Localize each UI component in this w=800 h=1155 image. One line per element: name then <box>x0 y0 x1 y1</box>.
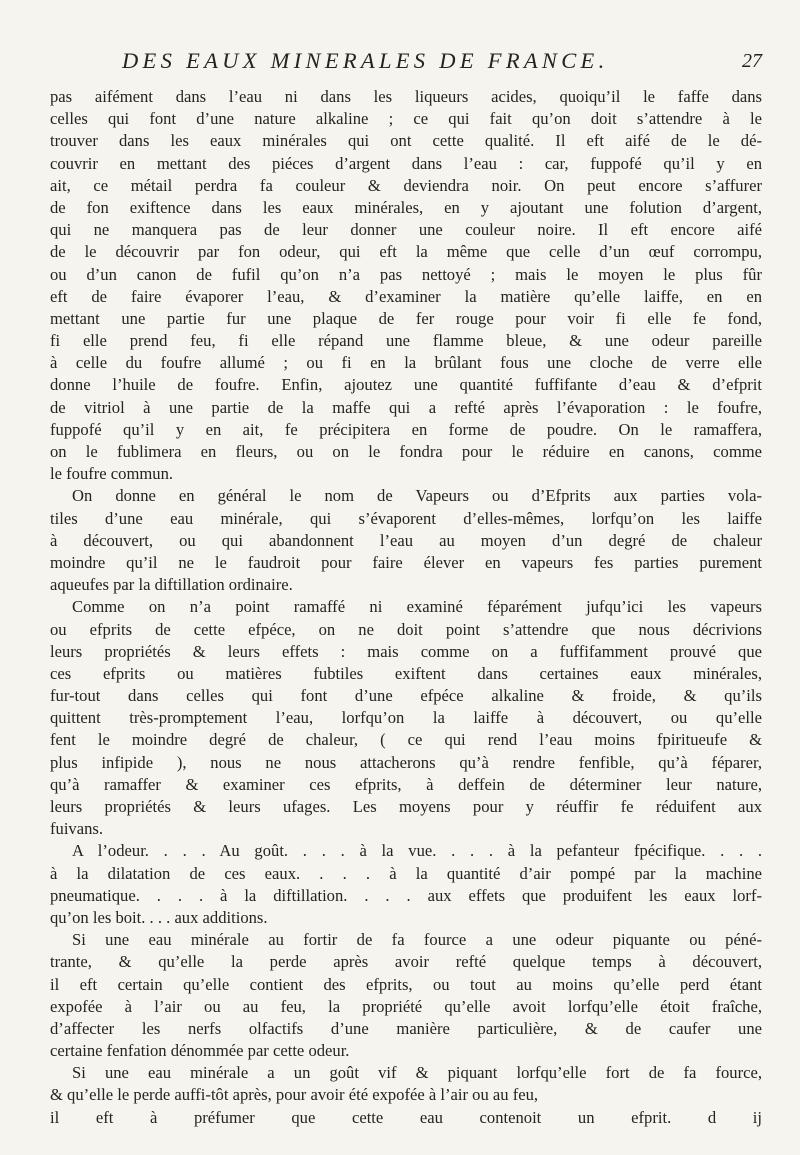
paragraph <box>50 485 762 596</box>
text-line: il eft certain qu’elle contient des efprits, ou tout au moins qu’elle perd étant <box>50 974 762 994</box>
text-line: Si une eau minérale au fortir de fa fource a une odeur piquante ou péné- <box>72 930 762 950</box>
text-line: de le découvrir par fon odeur, qui eft la même que celle d’un œuf corrompu, <box>50 242 762 262</box>
text-line: moindre qu’il ne le faudroit pour faire élever en vapeurs fes parties purement <box>50 552 762 572</box>
paragraph <box>50 840 762 929</box>
text-line: On donne en général le nom de Vapeurs ou d’Efprits aux parties vola- <box>72 486 762 506</box>
text-line: pneumatique. . . . à la diftillation. . . . aux effets que produifent les eaux lorf- <box>50 885 762 905</box>
text-line: tiles d’une eau minérale, qui s’évaporent d’elles-mêmes, lorfqu’on les laiffe <box>50 508 762 528</box>
text-line: à celle du foufre allumé ; ou fi en la brûlant fous une cloche de verre elle <box>50 353 762 373</box>
text-line <box>50 1107 762 1129</box>
signature-mark: d ij <box>707 1107 762 1127</box>
text-line: aqueufes par la diftillation ordinaire. <box>50 575 293 595</box>
text-line: & qu’elle le perde auffi-tôt après, pour avoir été expofée à l’air ou au feu, <box>50 1085 539 1105</box>
text-line: de vitriol à une partie de la maffe qui a refté après l’évaporation : le foufre, <box>50 397 762 417</box>
text-line: ait, ce métail perdra fa couleur & deviendra noir. On peut encore s’affurer <box>50 175 762 195</box>
text-line: on le fublimera en fleurs, ou on le fondra pour le réduire en canons, comme <box>50 442 762 461</box>
text-line: pas aifément dans l’eau ni dans les liqueurs acides, quoiqu’il le faffe dans <box>50 87 762 106</box>
paragraph <box>50 929 762 1062</box>
body-text <box>50 86 762 1129</box>
text-line: de fon exiftence dans les eaux minérales, en y ajoutant une folution d’argent, <box>50 197 762 217</box>
text-line: Comme on n’a point ramaffé ni examiné féparément jufqu’ici les vapeurs <box>72 597 762 617</box>
text-line: leurs propriétés & leurs ufages. Les moyens pour y réuffir fe réduifent aux <box>50 797 762 816</box>
text-line: ou efprits de cette efpéce, on ne doit point s’attendre que nous décrivions <box>50 619 762 639</box>
text-line: trante, & qu’elle la perde après avoir refté quelque temps à découvert, <box>50 952 762 972</box>
text-line: certaine fenfation dénommée par cette odeur. <box>50 1041 350 1061</box>
text-line: d’affecter les nerfs olfactifs d’une manière particulière, & de caufer une <box>50 1018 762 1038</box>
text-line: ou d’un canon de fufil qu’on n’a pas nettoyé ; mais le moyen le plus fûr <box>50 264 762 284</box>
text-line: ces efprits ou matières fubtiles exiftent dans certaines eaux minérales, <box>50 663 762 683</box>
text-line: trouver dans les eaux minérales qui ont cette qualité. Il eft aifé de le dé- <box>50 131 762 151</box>
text-line: mettant une partie fur une plaque de fer rouge pour voir fi elle fe fond, <box>50 308 762 328</box>
text-line: qu’à ramaffer & examiner ces efprits, à deffein de déterminer leur nature, <box>50 774 762 794</box>
text-line: fent le moindre degré de chaleur, ( ce qui rend l’eau moins fpiritueufe & <box>50 730 762 750</box>
text-line: fuivans. <box>50 819 103 839</box>
text-line: couvrir en mettant des piéces d’argent dans l’eau : car, fuppofé qu’il y en <box>50 153 762 173</box>
text-line: leurs propriétés & leurs effets : mais comme on a fuffifamment prouvé que <box>50 641 762 661</box>
running-title: DES EAUX MINERALES DE FRANCE. <box>122 48 609 73</box>
paragraph <box>50 596 762 840</box>
text-line: celles qui font d’une nature alkaline ; ce qui fait qu’on doit s’attendre à le <box>50 109 762 129</box>
paragraph <box>50 86 762 485</box>
text-line: plus infipide ), nous ne nous attacherons qu’à rendre fenfible, qu’à féparer, <box>50 752 762 772</box>
text-line: A l’odeur. . . . Au goût. . . . à la vue. . . . à la pefanteur fpécifique. . . . <box>72 841 762 861</box>
final-line <box>50 1107 762 1129</box>
text-line: qu’on les boit. . . . aux additions. <box>50 907 268 927</box>
text-line: expofée à l’air ou au feu, la propriété qu’elle avoit lorfqu’elle étoit fraîche, <box>50 996 762 1016</box>
page-number: 27 <box>742 50 762 72</box>
text-line: à la dilatation de ces eaux. . . . à la quantité d’air pompé par la machine <box>50 863 762 883</box>
text-line: le foufre commun. <box>50 464 174 484</box>
text-line: fur-tout dans celles qui font d’une efpéce alkaline & froide, & qu’ils <box>50 686 762 706</box>
text-line: eft de faire évaporer l’eau, & d’examiner la matière qu’elle laiffe, en en <box>50 286 762 306</box>
text-line: Si une eau minérale a un goût vif & piquant lorfqu’elle fort de fa fource, <box>72 1063 762 1083</box>
text-line: quittent très-promptement l’eau, lorfqu’on la laiffe à découvert, ou qu’elle <box>50 708 762 728</box>
paragraph <box>50 1062 762 1106</box>
text-line: à découvert, ou qui abandonnent l’eau au moyen d’un degré de chaleur <box>50 530 762 550</box>
final-line-text: il eft à préfumer que cette eau contenoit un efprit. <box>50 1107 672 1127</box>
text-line: fi elle prend feu, fi elle répand une flamme bleue, & une odeur pareille <box>50 331 762 351</box>
text-line: qui ne manquera pas de leur donner une couleur noire. Il eft encore aifé <box>50 220 762 240</box>
page-header <box>96 46 762 86</box>
text-line: fuppofé qu’il y en ait, fe précipitera en forme de poudre. On le ramaffera, <box>50 419 762 439</box>
text-line: donne l’huile de foufre. Enfin, ajoutez une quantité fuffifante d’eau & d’efprit <box>50 375 762 395</box>
